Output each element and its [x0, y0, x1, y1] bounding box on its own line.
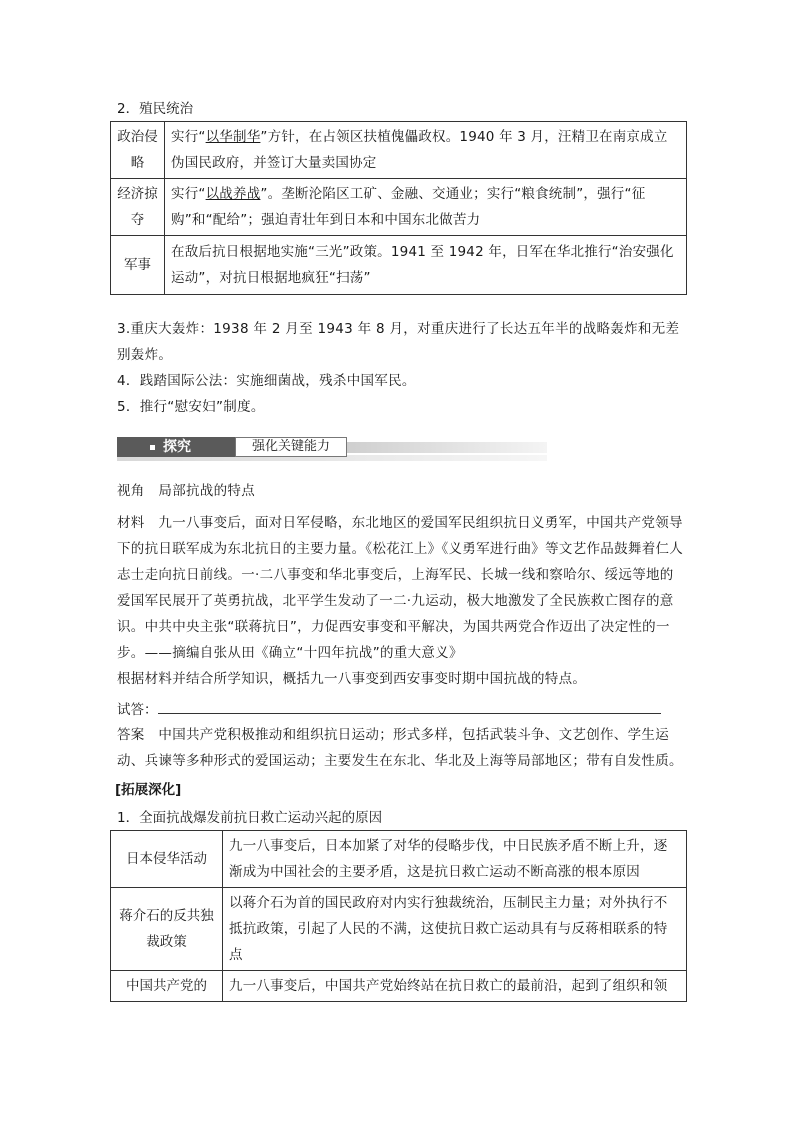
row-label: 政治侵略 [111, 122, 165, 179]
row-content: 以蒋介石为首的国民政府对内实行独裁统治，压制民主力量；对外执行不抵抗政策，引起了人民的不满，这使抗日救亡运动具有与反蒋相联系的特点 [223, 888, 687, 971]
section-heading-colonial-rule: 2．殖民统治 [117, 101, 194, 117]
explore-tag: 探究 [117, 437, 235, 457]
row-label: 蒋介石的反共独裁政策 [111, 888, 223, 971]
row-label: 日本侵华活动 [111, 831, 223, 888]
section-heading-causes: 1．全面抗战爆发前抗日救亡运动兴起的原因 [117, 810, 383, 826]
explore-subtitle: 强化关键能力 [235, 437, 347, 457]
row-content: 实行“以华制华”方针，在占领区扶植傀儡政权。1940 年 3 月，汪精卫在南京成立伪国民政府，并签订大量卖国协定 [165, 122, 687, 179]
row-content: 实行“以战养战”。垄断沦陷区工矿、金融、交通业；实行“粮食统制”，强行“征购”和“配给”；强迫青壮年到日本和中国东北做苦力 [165, 179, 687, 236]
table-row [111, 179, 687, 236]
material-text: 材料 九一八事变后，面对日军侵略，东北地区的爱国军民组织抗日义勇军，中国共产党领导下的抗日联军成为东北抗日的主要力量。《松花江上》《义勇军进行曲》等文艺作品鼓舞着仁人志士走向抗日前线。一·二八事变和华北事变后，上海军民、长城一线和察哈尔、绥远等地的爱国军民展开了英勇抗战，北平学生发动了一二·九运动，极大地激发了全民族救亡图存的意识。中共中央主张“联蒋抗日”，力促西安事变和平解决，为国共两党合作迈出了决定性的一步。——摘编自张从田《确立“十四年抗战”的重大意义》 [117, 515, 684, 661]
row-content: 九一八事变后，日本加紧了对华的侵略步伐，中日民族矛盾不断上升，逐渐成为中国社会的主要矛盾，这是抗日救亡运动不断高涨的根本原因 [223, 831, 687, 888]
answer-text: 答案 中国共产党积极推动和组织抗日运动；形式多样，包括武装斗争、文艺创作、学生运动、兵谏等多种形式的爱国运动；主要发生在东北、华北及上海等局部地区；带有自发性质。 [117, 727, 683, 769]
table-row [111, 831, 687, 888]
item-comfort-women: 5．推行“慰安妇”制度。 [117, 399, 265, 415]
square-bullet-icon [150, 445, 155, 450]
row-label: 经济掠夺 [111, 179, 165, 236]
causes-table [110, 830, 687, 1002]
table-row [111, 971, 687, 1002]
table-row [111, 888, 687, 971]
item-international-law: 4．践踏国际公法：实施细菌战，残杀中国军民。 [117, 373, 416, 389]
row-label: 军事 [111, 236, 165, 295]
item-chongqing-bombing: 3.重庆大轰炸：1938 年 2 月至 1943 年 8 月，对重庆进行了长达五年半的战略轰炸和无差别轰炸。 [117, 321, 680, 363]
row-content: 在敌后抗日根据地实施“三光”政策。1941 至 1942 年，日军在华北推行“治安强化运动”，对抗日根据地疯狂“扫荡” [165, 236, 687, 295]
row-content: 九一八事变后，中国共产党始终站在抗日救亡的最前沿，起到了组织和领 [223, 971, 687, 1002]
extend-label: [拓展深化] [115, 782, 182, 798]
answer-blank-line[interactable] [158, 712, 661, 714]
table-row [111, 122, 687, 179]
table-row [111, 236, 687, 295]
question-text: 根据材料并结合所学知识，概括九一八事变到西安事变时期中国抗战的特点。 [117, 671, 587, 687]
colonial-rule-table [110, 121, 687, 295]
try-answer-label: 试答： [117, 702, 158, 718]
row-label: 中国共产党的 [111, 971, 223, 1002]
viewpoint-heading: 视角 局部抗战的特点 [117, 483, 255, 499]
explore-banner [117, 433, 431, 461]
